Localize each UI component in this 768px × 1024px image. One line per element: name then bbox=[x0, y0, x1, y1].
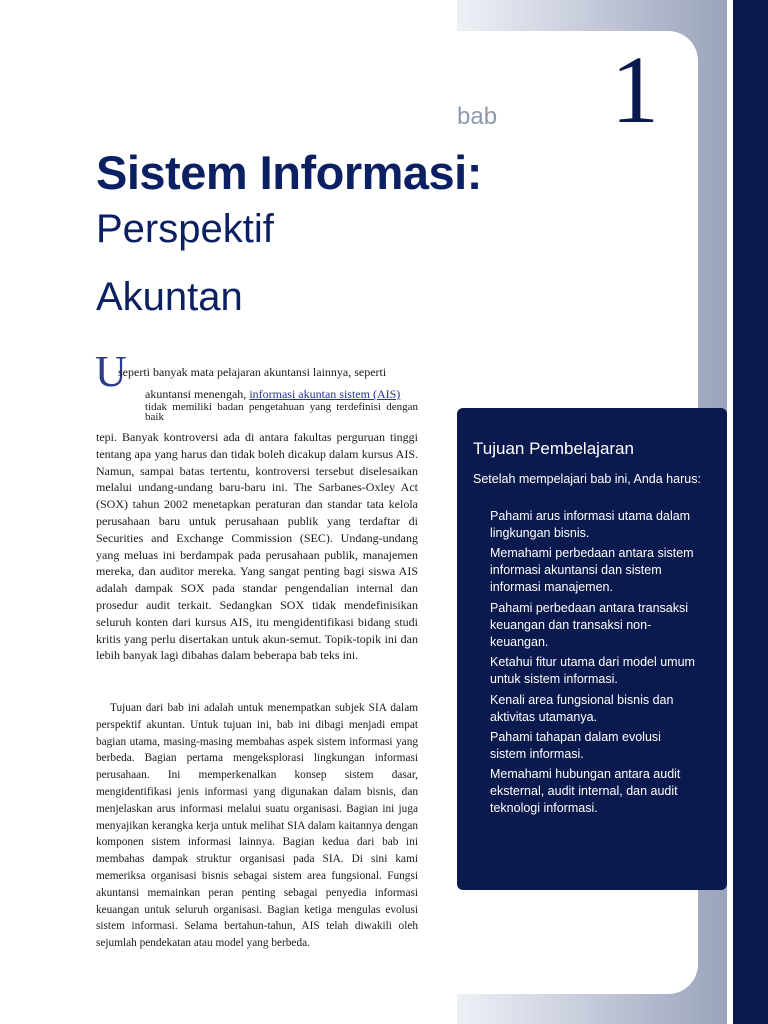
intro-line1: seperti banyak mata pelajaran akuntansi lainnya, seperti bbox=[118, 365, 387, 379]
ais-link[interactable]: informasi akuntan sistem (AIS) bbox=[249, 387, 401, 401]
objective-item: Pahami arus informasi utama dalam lingkungan bisnis. bbox=[490, 509, 691, 540]
objectives-intro: Setelah mempelajari bab ini, Anda harus: bbox=[473, 472, 701, 486]
objective-item: Pahami perbedaan antara transaksi keuangan dan transaksi non-keuangan. bbox=[490, 600, 689, 649]
objectives-title: Tujuan Pembelajaran bbox=[473, 439, 634, 458]
chapter-subtitle-line2: Akuntan bbox=[96, 275, 243, 319]
objective-item: Kenali area fungsional bisnis dan aktivitas utamanya. bbox=[490, 692, 674, 724]
objective-item: Memahami hubungan antara audit eksternal, audit internal, dan audit teknologi informasi. bbox=[490, 767, 681, 816]
learning-objectives-box bbox=[457, 408, 727, 890]
body-paragraph-1: tepi. Banyak kontroversi ada di antara fakultas perguruan tinggi tentang apa yang harus dan tidak boleh dicakup dalam kursus AIS. Namun, sampai batas tertentu, kontroversi tersebut diselesaikan melalui undang-undang baru-baru ini. The Sarbanes-Oxley Act (SOX) tahun 2002 menetapkan peraturan dan standar tata kelola perusahaan baru untuk perusahaan publik yang terdaftar di Securities and Exchange Commission (SEC). Undang-undang yang meluas ini berdampak pada perusahaan publik, manajemen mereka, dan auditor mereka. Yang sangat penting bagi siswa AIS adalah dampak SOX pada standar pengendalian internal dan prosedur audit terkait. Sedangkan SOX tidak mendefinisikan seluruh konten dari kursus AIS, itu mengidentifikasi bidang studi kritis yang perlu disertakan untuk akun-semut. Topik-topik ini dan lebih banyak lagi dibahas dalam beberapa bab teks ini. bbox=[96, 430, 418, 663]
objectives-list bbox=[490, 508, 695, 821]
drop-cap: U bbox=[95, 347, 127, 396]
chapter-number: 1 bbox=[611, 36, 659, 143]
body-paragraph-2: Tujuan dari bab ini adalah untuk menempatkan subjek SIA dalam perspektif akuntan. Untuk tujuan ini, bab ini dibagi menjadi empat bagian utama, masing-masing membahas aspek sistem informasi yang berbeda. Bagian pertama mengeksplorasi lingkungan informasi perusahaan. Ini memperkenalkan konsep sistem dasar, mengidentifikasi jenis informasi yang digunakan dalam bisnis, dan menjelaskan arus informasi melalui suatu organisasi. Bagian ini juga menyajikan kerangka kerja untuk melihat SIA dalam kaitannya dengan komponen sistem informasi lainnya. Bagian kedua dari bab ini membahas dampak struktur organisasi pada SIA. Di sini kami memeriksa organisasi bisnis sebagai sistem area fungsional. Fungsi akuntansi memainkan peran penting sebagai penyedia informasi keuangan untuk seluruh organisasi. Bagian ketiga mengulas evolusi sistem informasi. Selama bertahun-tahun, AIS telah diwakili oleh sejumlah pendekatan atau model yang berbeda. bbox=[96, 702, 418, 950]
intro-line2-text: akuntansi menengah, bbox=[145, 387, 250, 401]
intro-line3: tidak memiliki badan pengetahuan yang terdefinisi dengan baik bbox=[145, 401, 418, 423]
page-edge-bar bbox=[733, 0, 768, 1024]
chapter-subtitle-line1: Perspektif bbox=[96, 207, 274, 251]
objective-item: Pahami tahapan dalam evolusi sistem informasi. bbox=[490, 729, 661, 761]
objective-item: Ketahui fitur utama dari model umum untuk sistem informasi. bbox=[490, 655, 695, 687]
objective-item: Memahami perbedaan antara sistem informasi akuntansi dan sistem informasi manajemen. bbox=[490, 546, 694, 595]
chapter-label: bab bbox=[457, 103, 498, 130]
chapter-title: Sistem Informasi: bbox=[96, 146, 482, 199]
